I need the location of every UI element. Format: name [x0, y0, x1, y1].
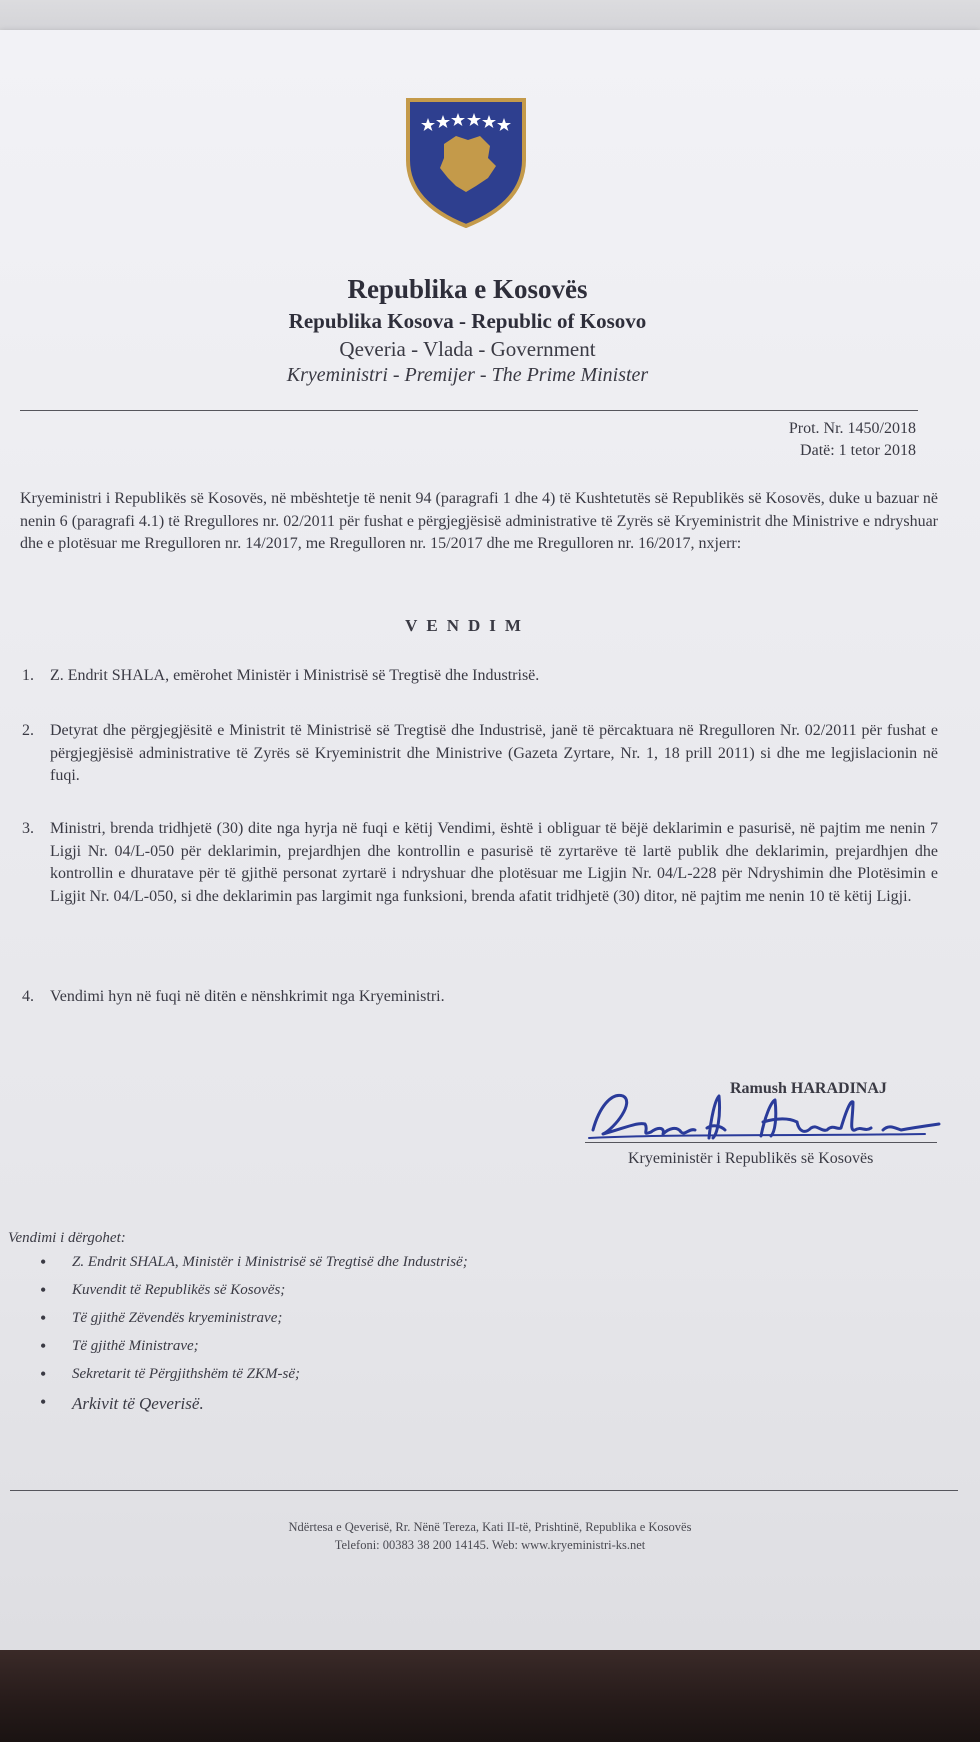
- header-divider: [20, 410, 918, 411]
- desk-background-bottom: [0, 1650, 980, 1742]
- item-text: Vendimi hyn në fuqi në ditën e nënshkrimit nga Kryeministri.: [50, 988, 445, 1005]
- bullet-icon: •: [40, 1280, 47, 1300]
- list-item: • Z. Endrit SHALA, Ministër i Ministrisë së Tregtisë dhe Industrisë;: [40, 1252, 468, 1272]
- item-number: 1.: [22, 667, 34, 684]
- footer-contact: Telefoni: 00383 38 200 14145. Web: www.kryeministri-ks.net: [334, 1538, 646, 1552]
- signature-line: [585, 1142, 937, 1143]
- footer-divider: [10, 1490, 958, 1491]
- decision-item-4: [20, 986, 938, 1009]
- item-number: 3.: [22, 820, 34, 837]
- item-text: Ministri, brenda tridhjetë (30) dite nga hyrja në fuqi e këtij Vendimi, është i obliguar të bëjë deklarimin e pasurisë, në pajtim me nenin 7 Ligji Nr. 04/L-050 për deklarimin, prejardhjen dhe kontrollin e pasurisë të zyrtarëve të lartë publik dhe deklarimin, prejardhjen dhe kontrollin e dhuratave për të gjithë personat zyrtarë i ndryshuar dhe plotësuar me Ligjin Nr. 04/L-228 për Ndryshimin dhe Plotësimin e Ligjit Nr. 04/L-050, si dhe deklarimin pas largimit nga funksioni, brenda afatit tridhjetë (30) ditor, në pajtim me nenin 10 të këtij Ligji.: [50, 820, 938, 905]
- office-line: Kryeministri - Premijer - The Prime Minister: [286, 364, 649, 386]
- protocol-number: Prot. Nr. 1450/2018: [788, 420, 916, 437]
- list-item: • Të gjithë Ministrave;: [40, 1336, 199, 1356]
- document-date: Datë: 1 tetor 2018: [800, 442, 916, 459]
- bullet-icon: •: [40, 1308, 47, 1328]
- bullet-icon: •: [40, 1336, 47, 1356]
- decision-item-2: [20, 720, 938, 788]
- government-line: Qeveria - Vlada - Government: [339, 337, 596, 361]
- decision-item-3: [20, 818, 938, 908]
- document-title: Republika e Kosovës: [347, 274, 588, 304]
- list-item: • Arkivit të Qeverisë.: [40, 1392, 204, 1413]
- item-number: 4.: [22, 988, 34, 1005]
- list-item: • Të gjithë Zëvendës kryeministrave;: [40, 1308, 283, 1328]
- bullet-icon: •: [40, 1364, 47, 1384]
- bullet-icon: •: [40, 1252, 47, 1272]
- signatory-name: Ramush HARADINAJ: [730, 1080, 887, 1097]
- item-number: 2.: [22, 722, 34, 739]
- footer-address: Ndërtesa e Qeverisë, Rr. Nënë Tereza, Kati II-të, Prishtinë, Republika e Kosovës: [288, 1520, 692, 1534]
- preamble: Kryeministri i Republikës së Kosovës, në mbështetje të nenit 94 (paragrafi 1 dhe 4) të Kushtetutës së Republikës së Kosovës, duke u bazuar në nenin 6 (paragrafi 4.1) të Rregullores nr. 02/2011 për fushat e përgjegjësisë administrative të Zyrës së Kryeministrit dhe Ministrive e ndryshuar dhe e plotësuar me Rregulloren nr. 14/2017, me Rregulloren nr. 15/2017 dhe me Rregulloren nr. 16/2017, nxjerr:: [20, 490, 938, 552]
- kosovo-coat-of-arms-icon: [404, 96, 528, 228]
- distribution-list: [40, 1254, 468, 1422]
- distribution-label: Vendimi i dërgohet:: [8, 1230, 126, 1246]
- signatory-title: Kryeministër i Republikës së Kosovës: [628, 1150, 874, 1167]
- list-item: • Sekretarit të Përgjithshëm të ZKM-së;: [40, 1364, 301, 1384]
- decision-item-1: [20, 665, 938, 688]
- document-subtitle: Republika Kosova - Republic of Kosovo: [288, 309, 647, 333]
- handwritten-signature: [585, 1078, 945, 1158]
- list-item: • Kuvendit të Republikës së Kosovës;: [40, 1280, 286, 1300]
- decision-title: VENDIM: [405, 616, 530, 635]
- bullet-icon: •: [40, 1392, 47, 1412]
- item-text: Detyrat dhe përgjegjësitë e Ministrit të Ministrisë së Tregtisë dhe Industrisë, janë të përcaktuara në Rregulloren Nr. 02/2011 për fushat e përgjegjësisë administrative të Zyrës së Kryeministrit dhe Ministrive (Gazeta Zyrtare, Nr. 1, 18 prill 2011) si dhe me legjislacionin në fuqi.: [50, 722, 938, 784]
- item-text: Z. Endrit SHALA, emërohet Ministër i Ministrisë së Tregtisë dhe Industrisë.: [50, 667, 540, 684]
